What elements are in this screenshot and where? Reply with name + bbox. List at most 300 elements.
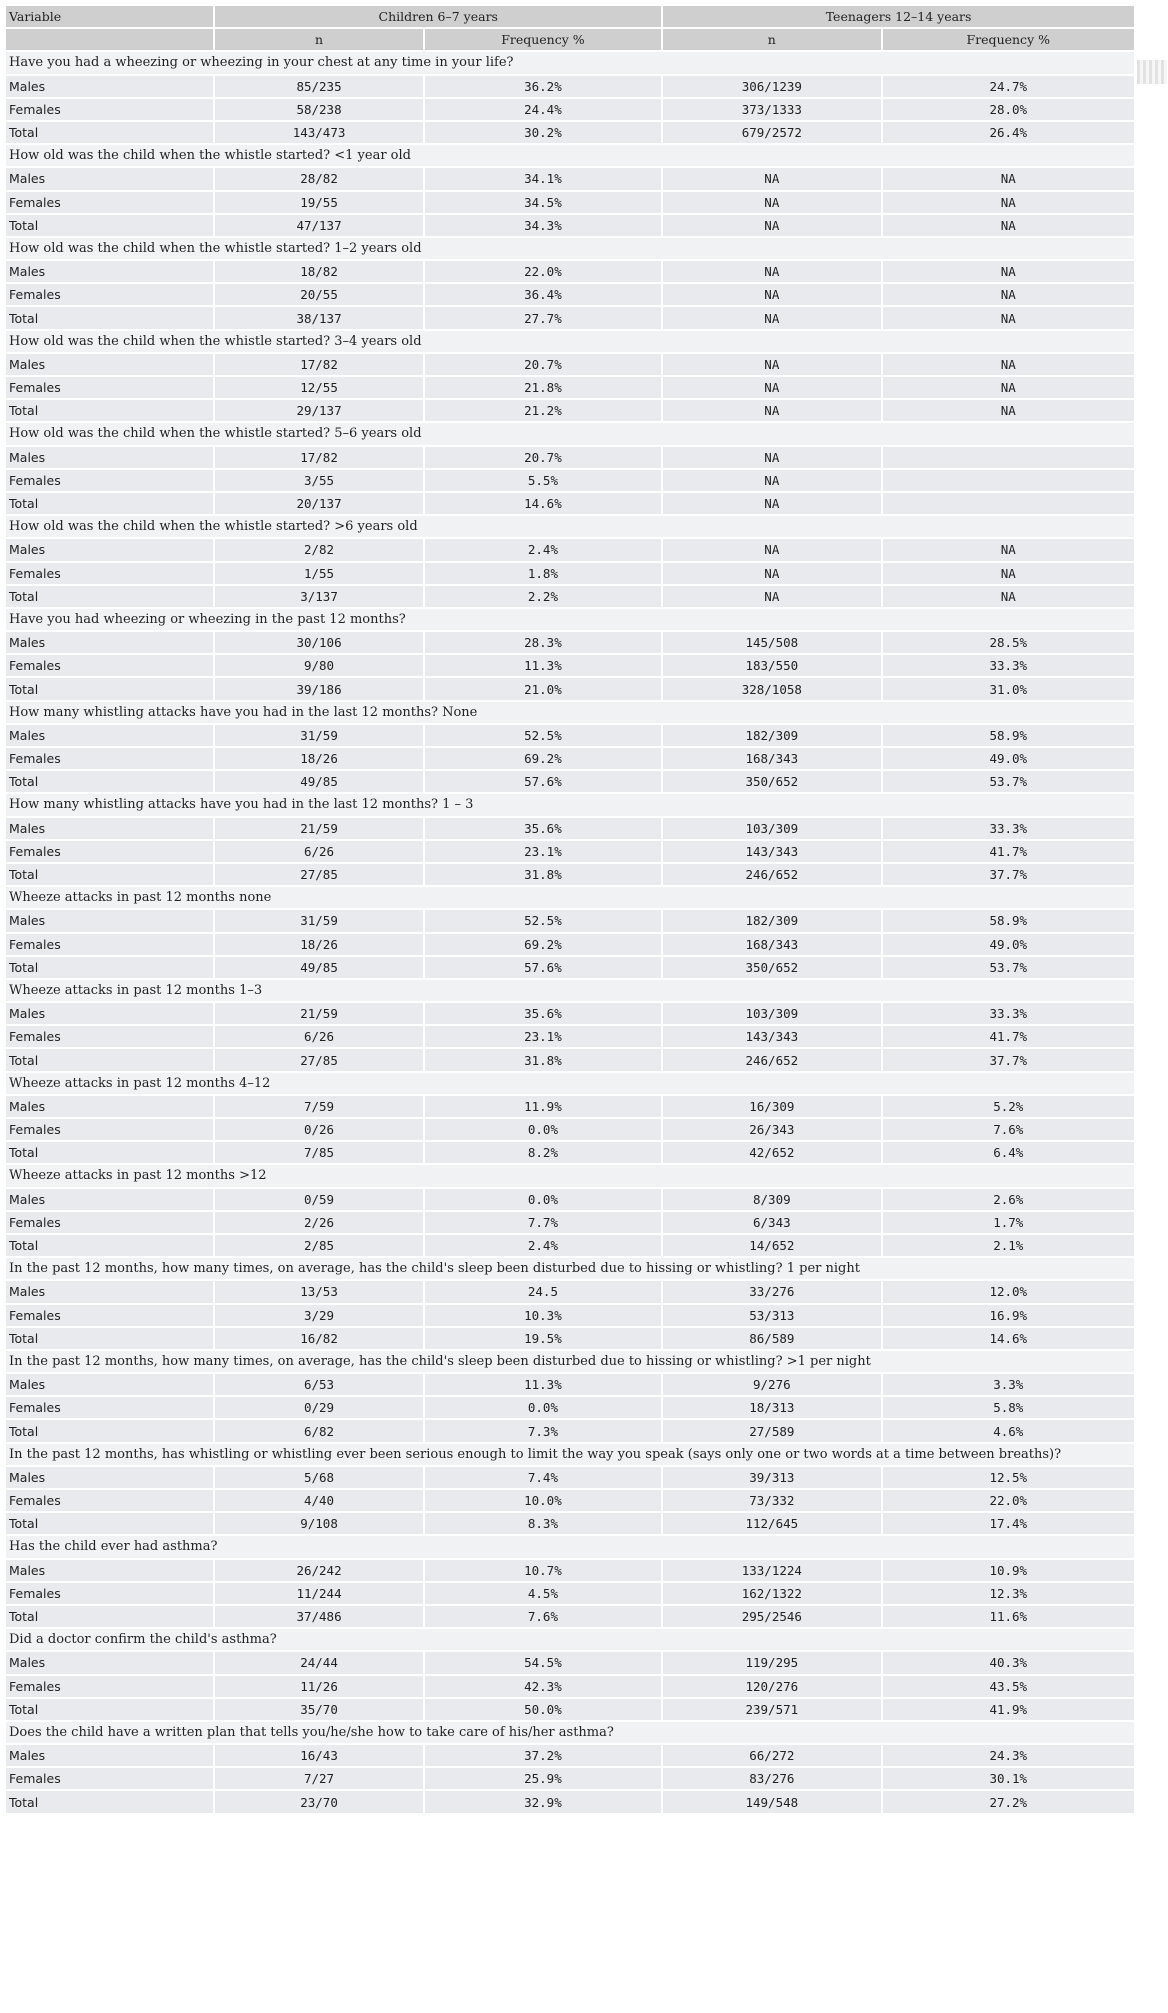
teenagers-frequency-cell: NA xyxy=(883,192,1134,213)
table-row xyxy=(6,655,1134,676)
teenagers-n-cell: 246/652 xyxy=(663,864,880,885)
children-frequency-cell: 27.7% xyxy=(425,307,661,328)
teenagers-n-cell: 103/309 xyxy=(663,1003,880,1024)
children-n-cell: 16/82 xyxy=(215,1328,422,1349)
teenagers-n-cell: 306/1239 xyxy=(663,76,880,97)
table-row xyxy=(6,1189,1134,1210)
children-n-cell: 18/82 xyxy=(215,261,422,282)
row-label: Females xyxy=(6,563,213,584)
children-frequency-cell: 23.1% xyxy=(425,841,661,862)
children-frequency-cell: 10.0% xyxy=(425,1490,661,1511)
row-label: Males xyxy=(6,539,213,560)
teenagers-n-cell: 182/309 xyxy=(663,725,880,746)
row-label: Females xyxy=(6,841,213,862)
children-n-cell: 28/82 xyxy=(215,168,422,189)
teenagers-frequency-cell: 40.3% xyxy=(883,1652,1134,1673)
section-header-row xyxy=(6,516,1134,537)
table-row xyxy=(6,493,1134,514)
children-n-cell: 49/85 xyxy=(215,957,422,978)
children-n-cell: 30/106 xyxy=(215,632,422,653)
children-frequency-cell: 21.2% xyxy=(425,400,661,421)
teenagers-n-cell: 14/652 xyxy=(663,1235,880,1256)
section-title: Have you had wheezing or wheezing in the past 12 months? xyxy=(6,609,1134,630)
teenagers-n-cell: 350/652 xyxy=(663,771,880,792)
children-n-cell: 2/85 xyxy=(215,1235,422,1256)
section-title: Have you had a wheezing or wheezing in your chest at any time in your life? xyxy=(6,52,1134,73)
teenagers-frequency-cell: 43.5% xyxy=(883,1676,1134,1697)
teenagers-n-cell: NA xyxy=(663,493,880,514)
table-row xyxy=(6,284,1134,305)
teenagers-frequency-cell: 41.7% xyxy=(883,841,1134,862)
children-frequency-cell: 0.0% xyxy=(425,1397,661,1418)
teenagers-frequency-cell: 28.0% xyxy=(883,99,1134,120)
teenagers-n-cell: 120/276 xyxy=(663,1676,880,1697)
row-label: Total xyxy=(6,215,213,236)
table-row xyxy=(6,1397,1134,1418)
children-frequency-cell: 8.3% xyxy=(425,1513,661,1534)
section-header-row xyxy=(6,1165,1134,1186)
teenagers-frequency-cell: 16.9% xyxy=(883,1305,1134,1326)
table-row xyxy=(6,1049,1134,1070)
teenagers-n-cell: 119/295 xyxy=(663,1652,880,1673)
row-label: Females xyxy=(6,470,213,491)
children-frequency-cell: 8.2% xyxy=(425,1142,661,1163)
table-row xyxy=(6,1560,1134,1581)
children-n-cell: 29/137 xyxy=(215,400,422,421)
teenagers-frequency-cell: 37.7% xyxy=(883,864,1134,885)
row-label: Total xyxy=(6,678,213,699)
table-row xyxy=(6,934,1134,955)
row-label: Males xyxy=(6,1096,213,1117)
teenagers-frequency-cell: 2.6% xyxy=(883,1189,1134,1210)
children-frequency-cell: 1.8% xyxy=(425,563,661,584)
teenagers-n-cell: 8/309 xyxy=(663,1189,880,1210)
children-n-cell: 9/108 xyxy=(215,1513,422,1534)
teenagers-n-cell: NA xyxy=(663,215,880,236)
children-frequency-cell: 50.0% xyxy=(425,1699,661,1720)
row-label: Total xyxy=(6,1420,213,1441)
teenagers-frequency-cell: 12.3% xyxy=(883,1583,1134,1604)
table-row xyxy=(6,354,1134,375)
children-n-cell: 11/26 xyxy=(215,1676,422,1697)
teenagers-frequency-header: Frequency % xyxy=(883,29,1134,50)
teenagers-n-cell: 168/343 xyxy=(663,934,880,955)
row-label: Males xyxy=(6,1560,213,1581)
row-label: Females xyxy=(6,1768,213,1789)
teenagers-n-cell: 679/2572 xyxy=(663,122,880,143)
teenagers-frequency-cell: NA xyxy=(883,354,1134,375)
table-row xyxy=(6,1328,1134,1349)
teenagers-frequency-cell: 17.4% xyxy=(883,1513,1134,1534)
table-row xyxy=(6,1212,1134,1233)
teenagers-n-cell: 27/589 xyxy=(663,1420,880,1441)
teenagers-n-cell: 149/548 xyxy=(663,1791,880,1812)
teenagers-frequency-cell: 14.6% xyxy=(883,1328,1134,1349)
row-label: Males xyxy=(6,632,213,653)
children-frequency-cell: 69.2% xyxy=(425,934,661,955)
table-row xyxy=(6,1606,1134,1627)
children-n-cell: 16/43 xyxy=(215,1745,422,1766)
row-label: Females xyxy=(6,1119,213,1140)
table-row xyxy=(6,447,1134,468)
children-frequency-cell: 57.6% xyxy=(425,957,661,978)
children-frequency-cell: 28.3% xyxy=(425,632,661,653)
teenagers-n-cell: 183/550 xyxy=(663,655,880,676)
teenagers-frequency-cell: 1.7% xyxy=(883,1212,1134,1233)
section-title: Did a doctor confirm the child's asthma? xyxy=(6,1629,1134,1650)
children-frequency-cell: 54.5% xyxy=(425,1652,661,1673)
children-n-cell: 31/59 xyxy=(215,725,422,746)
row-label: Females xyxy=(6,284,213,305)
variable-column-header: Variable xyxy=(6,6,213,27)
teenagers-frequency-cell: 5.2% xyxy=(883,1096,1134,1117)
row-label: Males xyxy=(6,261,213,282)
section-title: How old was the child when the whistle started? <1 year old xyxy=(6,145,1134,166)
children-n-cell: 6/26 xyxy=(215,841,422,862)
children-n-cell: 18/26 xyxy=(215,748,422,769)
header-row-groups xyxy=(6,6,1134,27)
row-label: Females xyxy=(6,934,213,955)
teenagers-frequency-cell xyxy=(883,447,1134,468)
row-label: Females xyxy=(6,1212,213,1233)
row-label: Females xyxy=(6,655,213,676)
row-label: Females xyxy=(6,377,213,398)
children-frequency-cell: 10.7% xyxy=(425,1560,661,1581)
teenagers-n-cell: NA xyxy=(663,307,880,328)
children-n-cell: 3/137 xyxy=(215,586,422,607)
children-n-cell: 17/82 xyxy=(215,447,422,468)
children-frequency-cell: 2.4% xyxy=(425,1235,661,1256)
section-title: How many whistling attacks have you had in the last 12 months? None xyxy=(6,702,1134,723)
children-n-cell: 6/82 xyxy=(215,1420,422,1441)
teenagers-frequency-cell: 24.7% xyxy=(883,76,1134,97)
table-row xyxy=(6,841,1134,862)
table-row xyxy=(6,1096,1134,1117)
table-header xyxy=(6,6,1134,50)
row-label: Females xyxy=(6,192,213,213)
teenagers-frequency-cell xyxy=(883,470,1134,491)
teenagers-n-cell: 328/1058 xyxy=(663,678,880,699)
children-n-cell: 5/68 xyxy=(215,1467,422,1488)
teenagers-frequency-cell: NA xyxy=(883,586,1134,607)
row-label: Total xyxy=(6,1235,213,1256)
teenagers-n-cell: 143/343 xyxy=(663,1026,880,1047)
table-row xyxy=(6,1281,1134,1302)
teenagers-n-cell: NA xyxy=(663,470,880,491)
teenagers-frequency-cell: 6.4% xyxy=(883,1142,1134,1163)
teenagers-n-header: n xyxy=(663,29,880,50)
children-n-cell: 143/473 xyxy=(215,122,422,143)
row-label: Total xyxy=(6,1513,213,1534)
children-n-cell: 1/55 xyxy=(215,563,422,584)
section-header-row xyxy=(6,609,1134,630)
children-n-cell: 21/59 xyxy=(215,818,422,839)
children-n-cell: 49/85 xyxy=(215,771,422,792)
children-frequency-cell: 36.2% xyxy=(425,76,661,97)
children-frequency-cell: 57.6% xyxy=(425,771,661,792)
children-n-header: n xyxy=(215,29,422,50)
teenagers-n-cell: 350/652 xyxy=(663,957,880,978)
teenagers-n-cell: 73/332 xyxy=(663,1490,880,1511)
children-frequency-cell: 34.3% xyxy=(425,215,661,236)
teenagers-n-cell: NA xyxy=(663,539,880,560)
teenagers-n-cell: NA xyxy=(663,586,880,607)
row-label: Females xyxy=(6,748,213,769)
children-n-cell: 7/59 xyxy=(215,1096,422,1117)
children-n-cell: 0/59 xyxy=(215,1189,422,1210)
children-n-cell: 31/59 xyxy=(215,910,422,931)
row-label: Total xyxy=(6,864,213,885)
section-header-row xyxy=(6,702,1134,723)
table-row xyxy=(6,957,1134,978)
row-label: Males xyxy=(6,76,213,97)
table-row xyxy=(6,563,1134,584)
children-n-cell: 6/26 xyxy=(215,1026,422,1047)
table-row xyxy=(6,771,1134,792)
children-n-cell: 9/80 xyxy=(215,655,422,676)
children-frequency-cell: 24.4% xyxy=(425,99,661,120)
table-row xyxy=(6,99,1134,120)
table-row xyxy=(6,192,1134,213)
table-row xyxy=(6,1142,1134,1163)
row-label: Total xyxy=(6,1049,213,1070)
teenagers-frequency-cell: 37.7% xyxy=(883,1049,1134,1070)
table-row xyxy=(6,1699,1134,1720)
table-row xyxy=(6,748,1134,769)
teenagers-frequency-cell: 10.9% xyxy=(883,1560,1134,1581)
row-label: Total xyxy=(6,1142,213,1163)
table-row xyxy=(6,261,1134,282)
row-label: Total xyxy=(6,493,213,514)
teenagers-frequency-cell: 27.2% xyxy=(883,1791,1134,1812)
teenagers-n-cell: 246/652 xyxy=(663,1049,880,1070)
row-label: Males xyxy=(6,725,213,746)
teenagers-frequency-cell: 3.3% xyxy=(883,1374,1134,1395)
row-label: Total xyxy=(6,1606,213,1627)
children-frequency-cell: 5.5% xyxy=(425,470,661,491)
section-title: Wheeze attacks in past 12 months 1–3 xyxy=(6,980,1134,1001)
children-frequency-cell: 10.3% xyxy=(425,1305,661,1326)
children-n-cell: 12/55 xyxy=(215,377,422,398)
section-title: In the past 12 months, how many times, on average, has the child's sleep been disturbed due to hissing or whistling? >1 per night xyxy=(6,1351,1134,1372)
teenagers-frequency-cell: NA xyxy=(883,215,1134,236)
children-n-cell: 6/53 xyxy=(215,1374,422,1395)
row-label: Males xyxy=(6,1281,213,1302)
children-n-cell: 3/55 xyxy=(215,470,422,491)
children-n-cell: 85/235 xyxy=(215,76,422,97)
table-row xyxy=(6,678,1134,699)
section-title: In the past 12 months, has whistling or whistling ever been serious enough to limit the way you speak (says only one or two words at a time between breaths)? xyxy=(6,1444,1134,1465)
children-frequency-cell: 0.0% xyxy=(425,1189,661,1210)
section-title: Wheeze attacks in past 12 months none xyxy=(6,887,1134,908)
children-frequency-cell: 25.9% xyxy=(425,1768,661,1789)
children-n-cell: 38/137 xyxy=(215,307,422,328)
table-row xyxy=(6,1467,1134,1488)
section-header-row xyxy=(6,1351,1134,1372)
children-frequency-cell: 7.6% xyxy=(425,1606,661,1627)
teenagers-n-cell: NA xyxy=(663,261,880,282)
header-row-columns xyxy=(6,29,1134,50)
teenagers-frequency-cell: NA xyxy=(883,539,1134,560)
children-frequency-cell: 37.2% xyxy=(425,1745,661,1766)
teenagers-n-cell: 373/1333 xyxy=(663,99,880,120)
teenagers-n-cell: NA xyxy=(663,192,880,213)
teenagers-n-cell: 6/343 xyxy=(663,1212,880,1233)
children-n-cell: 4/40 xyxy=(215,1490,422,1511)
results-table xyxy=(4,4,1136,1815)
children-frequency-cell: 34.5% xyxy=(425,192,661,213)
children-frequency-cell: 35.6% xyxy=(425,818,661,839)
table-row xyxy=(6,725,1134,746)
teenagers-n-cell: NA xyxy=(663,400,880,421)
section-header-row xyxy=(6,52,1134,73)
children-n-cell: 11/244 xyxy=(215,1583,422,1604)
teenagers-n-cell: 133/1224 xyxy=(663,1560,880,1581)
children-frequency-cell: 20.7% xyxy=(425,447,661,468)
table-row xyxy=(6,1676,1134,1697)
table-row xyxy=(6,470,1134,491)
table-row xyxy=(6,1745,1134,1766)
row-label: Total xyxy=(6,1328,213,1349)
row-label: Total xyxy=(6,1699,213,1720)
children-frequency-cell: 24.5 xyxy=(425,1281,661,1302)
teenagers-n-cell: 239/571 xyxy=(663,1699,880,1720)
children-frequency-cell: 30.2% xyxy=(425,122,661,143)
table-row xyxy=(6,400,1134,421)
children-frequency-cell: 32.9% xyxy=(425,1791,661,1812)
row-label: Males xyxy=(6,1374,213,1395)
row-label: Males xyxy=(6,1745,213,1766)
section-title: In the past 12 months, how many times, on average, has the child's sleep been disturbed due to hissing or whistling? 1 per night xyxy=(6,1258,1134,1279)
teenagers-n-cell: NA xyxy=(663,563,880,584)
children-frequency-cell: 11.3% xyxy=(425,1374,661,1395)
children-frequency-cell: 35.6% xyxy=(425,1003,661,1024)
table-row xyxy=(6,307,1134,328)
teenagers-frequency-cell: 5.8% xyxy=(883,1397,1134,1418)
children-n-cell: 20/55 xyxy=(215,284,422,305)
children-frequency-cell: 36.4% xyxy=(425,284,661,305)
row-label: Total xyxy=(6,957,213,978)
children-frequency-cell: 20.7% xyxy=(425,354,661,375)
children-frequency-cell: 0.0% xyxy=(425,1119,661,1140)
table-row xyxy=(6,1652,1134,1673)
row-label: Males xyxy=(6,910,213,931)
children-frequency-cell: 23.1% xyxy=(425,1026,661,1047)
children-frequency-cell: 21.8% xyxy=(425,377,661,398)
children-frequency-header: Frequency % xyxy=(425,29,661,50)
teenagers-n-cell: NA xyxy=(663,284,880,305)
teenagers-frequency-cell: NA xyxy=(883,377,1134,398)
children-frequency-cell: 52.5% xyxy=(425,910,661,931)
table-body xyxy=(6,52,1134,1812)
scroll-indicator[interactable] xyxy=(1137,60,1167,84)
table-row xyxy=(6,122,1134,143)
section-title: How old was the child when the whistle started? 3–4 years old xyxy=(6,331,1134,352)
row-label: Females xyxy=(6,1305,213,1326)
children-n-cell: 18/26 xyxy=(215,934,422,955)
children-n-cell: 0/26 xyxy=(215,1119,422,1140)
children-n-cell: 7/85 xyxy=(215,1142,422,1163)
section-header-row xyxy=(6,331,1134,352)
section-header-row xyxy=(6,887,1134,908)
children-n-cell: 2/26 xyxy=(215,1212,422,1233)
teenagers-n-cell: 295/2546 xyxy=(663,1606,880,1627)
section-header-row xyxy=(6,1536,1134,1557)
section-title: Has the child ever had asthma? xyxy=(6,1536,1134,1557)
children-frequency-cell: 7.7% xyxy=(425,1212,661,1233)
teenagers-frequency-cell: 33.3% xyxy=(883,818,1134,839)
children-n-cell: 13/53 xyxy=(215,1281,422,1302)
teenagers-frequency-cell: 41.9% xyxy=(883,1699,1134,1720)
teenagers-n-cell: 18/313 xyxy=(663,1397,880,1418)
table-row xyxy=(6,1420,1134,1441)
table-row xyxy=(6,76,1134,97)
children-frequency-cell: 21.0% xyxy=(425,678,661,699)
section-header-row xyxy=(6,1444,1134,1465)
teenagers-frequency-cell: 33.3% xyxy=(883,1003,1134,1024)
section-title: Wheeze attacks in past 12 months 4–12 xyxy=(6,1073,1134,1094)
section-header-row xyxy=(6,1258,1134,1279)
teenagers-n-cell: 162/1322 xyxy=(663,1583,880,1604)
children-group-header: Children 6–7 years xyxy=(215,6,661,27)
section-header-row xyxy=(6,238,1134,259)
row-label: Females xyxy=(6,99,213,120)
children-n-cell: 2/82 xyxy=(215,539,422,560)
row-label: Total xyxy=(6,122,213,143)
children-n-cell: 27/85 xyxy=(215,1049,422,1070)
teenagers-frequency-cell: 33.3% xyxy=(883,655,1134,676)
table-row xyxy=(6,1374,1134,1395)
table-row xyxy=(6,586,1134,607)
teenagers-n-cell: 86/589 xyxy=(663,1328,880,1349)
row-label: Females xyxy=(6,1397,213,1418)
row-label: Males xyxy=(6,1652,213,1673)
teenagers-frequency-cell: 49.0% xyxy=(883,934,1134,955)
teenagers-n-cell: 9/276 xyxy=(663,1374,880,1395)
table-row xyxy=(6,1305,1134,1326)
table-row xyxy=(6,1791,1134,1812)
teenagers-n-cell: 143/343 xyxy=(663,841,880,862)
table-row xyxy=(6,1490,1134,1511)
row-label: Males xyxy=(6,354,213,375)
teenagers-frequency-cell: 26.4% xyxy=(883,122,1134,143)
children-n-cell: 24/44 xyxy=(215,1652,422,1673)
children-frequency-cell: 4.5% xyxy=(425,1583,661,1604)
teenagers-frequency-cell: 58.9% xyxy=(883,910,1134,931)
children-n-cell: 47/137 xyxy=(215,215,422,236)
teenagers-frequency-cell: 2.1% xyxy=(883,1235,1134,1256)
children-n-cell: 17/82 xyxy=(215,354,422,375)
table-row xyxy=(6,1768,1134,1789)
teenagers-frequency-cell: 53.7% xyxy=(883,771,1134,792)
teenagers-frequency-cell: 31.0% xyxy=(883,678,1134,699)
teenagers-frequency-cell: 58.9% xyxy=(883,725,1134,746)
table-row xyxy=(6,632,1134,653)
teenagers-n-cell: 182/309 xyxy=(663,910,880,931)
children-n-cell: 7/27 xyxy=(215,1768,422,1789)
row-label: Females xyxy=(6,1676,213,1697)
row-label: Males xyxy=(6,168,213,189)
table-row xyxy=(6,864,1134,885)
teenagers-n-cell: NA xyxy=(663,447,880,468)
row-label: Males xyxy=(6,1467,213,1488)
row-label: Total xyxy=(6,307,213,328)
section-header-row xyxy=(6,423,1134,444)
children-n-cell: 27/85 xyxy=(215,864,422,885)
teenagers-frequency-cell: 49.0% xyxy=(883,748,1134,769)
teenagers-n-cell: 16/309 xyxy=(663,1096,880,1117)
teenagers-frequency-cell: NA xyxy=(883,307,1134,328)
